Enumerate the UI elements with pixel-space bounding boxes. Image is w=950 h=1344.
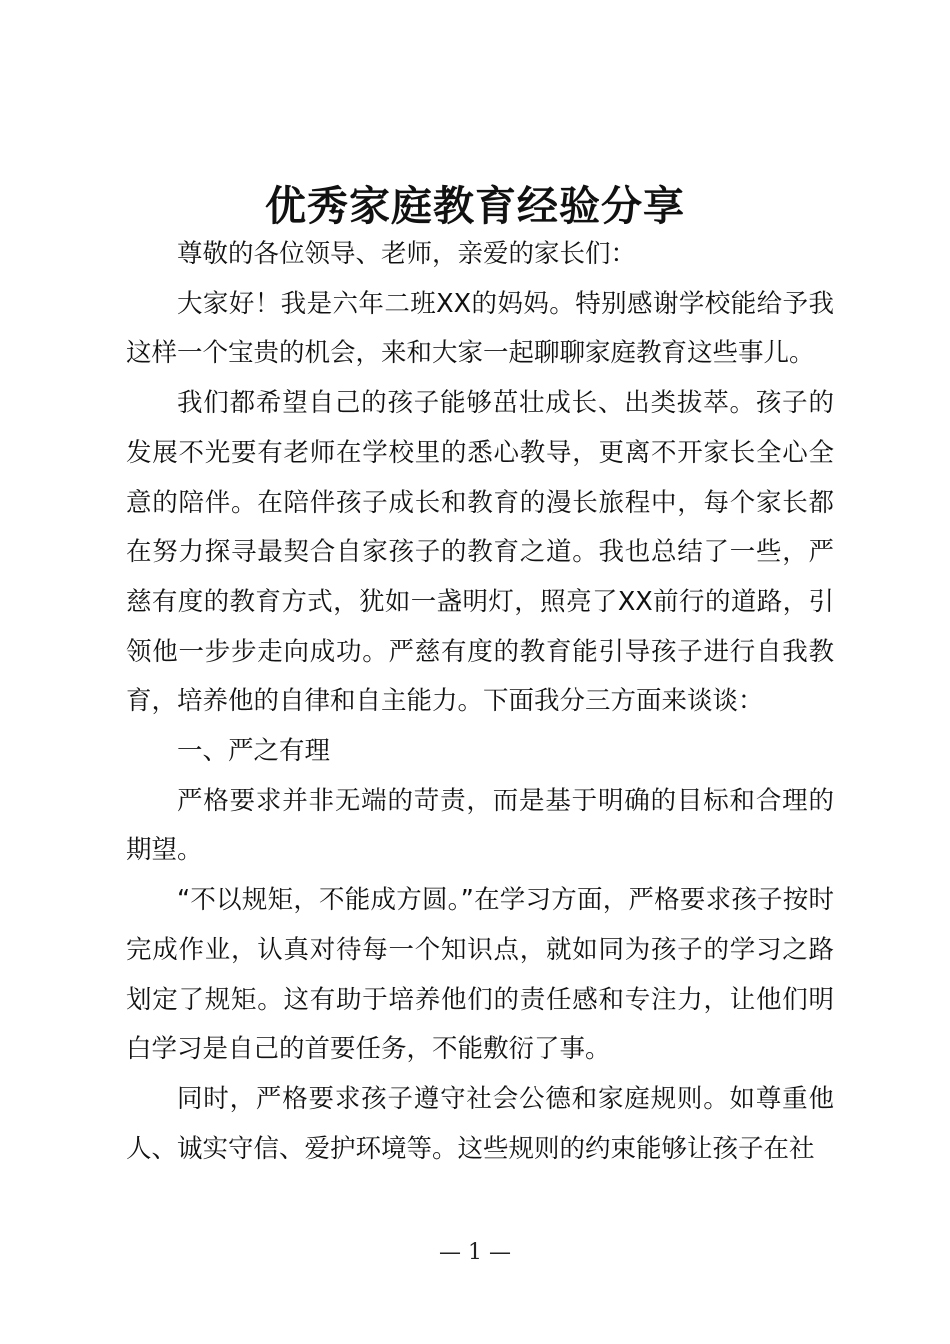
document-title: 优秀家庭教育经验分享 (265, 182, 685, 230)
paragraph-strict-requirement: 严格要求并非无端的苛责，而是基于明确的目标和合理的期望。 (126, 785, 834, 866)
document-body (126, 230, 834, 1174)
section-heading-strict-with-reason: 一、严之有理 (177, 736, 331, 767)
paragraph-introduction: 我们都希望自己的孩子能够茁壮成长、出类拔萃。孩子的发展不光要有老师在学校里的悉心教导，更离不开家长全心全意的陪伴。在陪伴孩子成长和教育的漫长旅程中，每个家长都在努力探寻最契合自家孩子的教育之道。我也总结了一些，严慈有度的教育方式，犹如一盏明灯，照亮了XX前行的道路，引领他一步步走向成功。严慈有度的教育能引导孩子进行自我教育，培养他的自律和自主能力。下面我分三方面来谈谈： (126, 388, 834, 717)
paragraph-salutation: 尊敬的各位领导、老师，亲爱的家长们： (177, 239, 637, 269)
page-number: — 1 — (439, 1240, 511, 1265)
paragraph-greeting: 大家好！我是六年二班XX的妈妈。特别感谢学校能给予我这样一个宝贵的机会，来和大家一起聊聊家庭教育这些事儿。 (126, 288, 834, 369)
paragraph-rules-study: “不以规矩，不能成方圆。”在学习方面，严格要求孩子按时完成作业，认真对待每一个知识点，就如同为孩子的学习之路划定了规矩。这有助于培养他们的责任感和专注力，让他们明白学习是自己的首要任务，不能敷衍了事。 (126, 885, 834, 1065)
paragraph-social-rules: 同时，严格要求孩子遵守社会公德和家庭规则。如尊重他人、诚实守信、爱护环境等。这些规则的约束能够让孩子在社 (126, 1083, 834, 1164)
